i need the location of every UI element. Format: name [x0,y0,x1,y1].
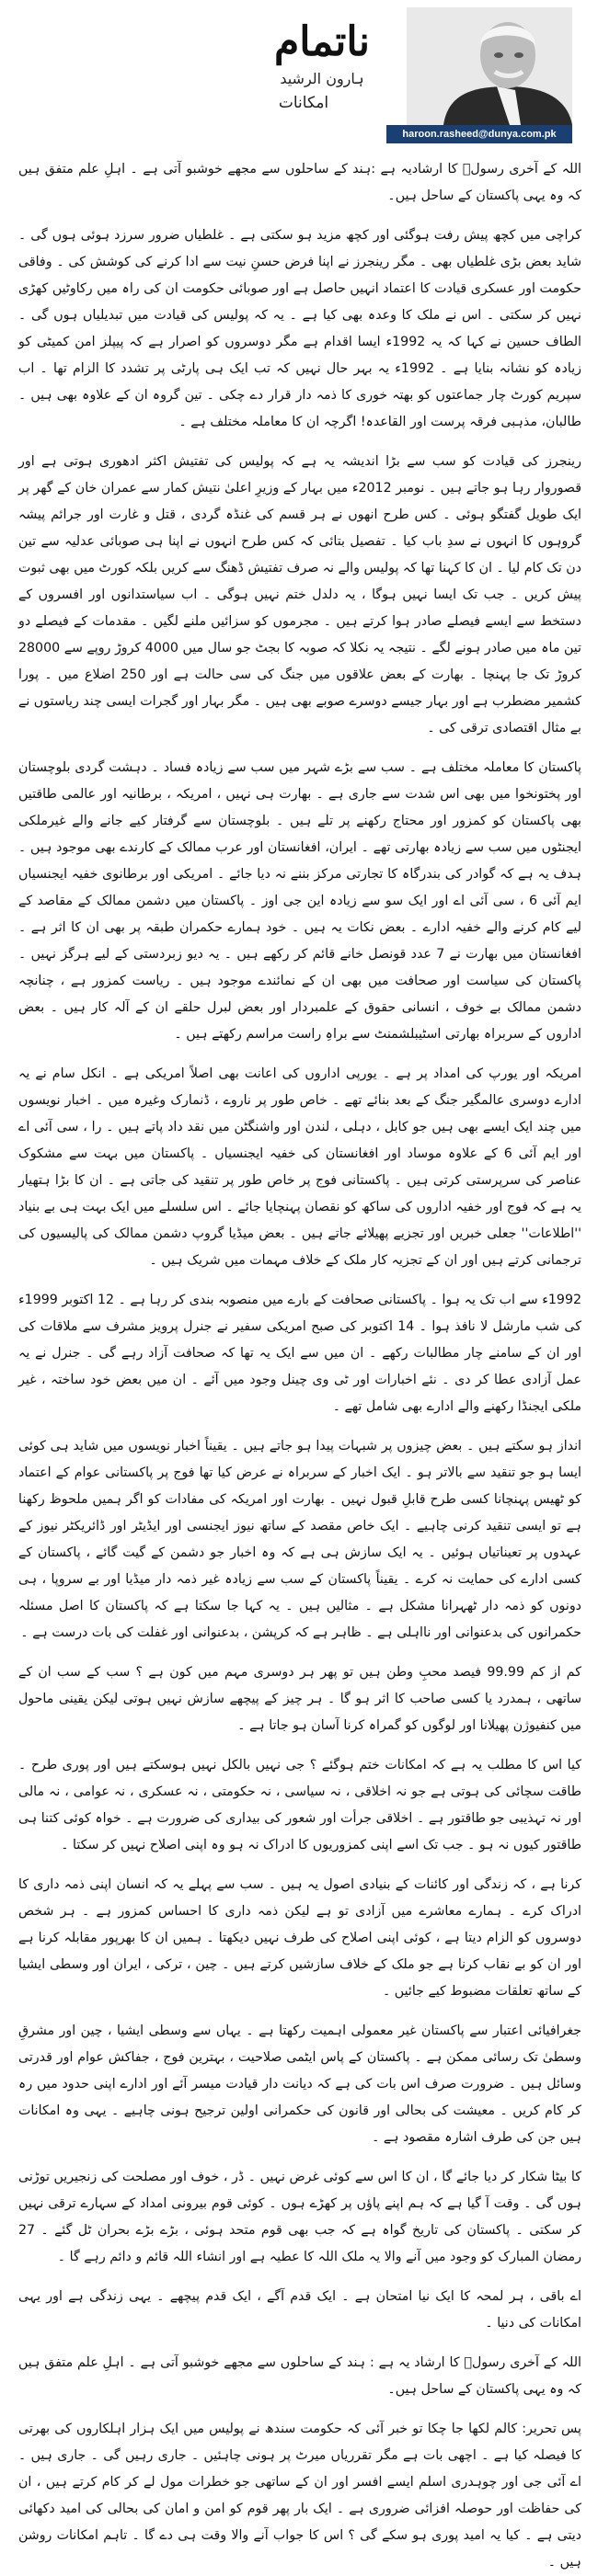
author-portrait-icon [407,7,572,125]
author-email[interactable]: haroon.rasheed@dunya.com.pk [386,125,572,143]
author-photo [407,7,572,125]
article-headline: امکانات [278,94,329,112]
article-paragraph: جغرافیائی اعتبار سے پاکستان غیر معمولی اہمیت رکھتا ہے ۔ یہاں سے وسطی ایشیا ، چین اور مشرقِ وسطیٰ تک رسائی ممکن ہے ۔ پاکستان کے پاس ایٹمی صلاحیت ، بہترین فوج ، جفاکش عوام اور قدرتی وسائل ہیں ۔ ضرورت صرف اس بات کی ہے کہ دیانت دار قیادت میسر آئے اور ادارے اپنی حدود میں رہ کر کام کریں ۔ معیشت کی بحالی اور قانون کی حکمرانی اولین ترجیح ہونی چاہیے ۔ یہی وہ امکانات ہیں جن کی طرف اشارہ مقصود ہے ۔ [18,2023,581,2145]
article-paragraph: رینجرز کی قیادت کو سب سے بڑا اندیشہ یہ ہے کہ پولیس کی تفتیش اکثر ادھوری ہوتی ہے اور قصوروار رہا ہو جاتے ہیں ۔ نومبر 2012ء میں بہار کے وزیرِ اعلیٰ نتیش کمار سے عمران خان کے گھر پر ایک طویل گفتگو ہوئی ۔ کس طرح انھوں نے ہر قسم کی غنڈہ گردی ، قتل و غارت اور جرائم پیشہ گروہوں کا انہوں نے سدِ باب کیا ۔ تفصیل بتائی کہ کس طرح انہوں نے اپنا ہی صوبائی عدلیہ سے تین دن تک کام لیا ۔ ان کا کہنا تھا کہ پولیس والے نہ صرف تفتیش ڈھنگ سے کریں بلکہ کورٹ میں بھی ثبوت پیش کریں ۔ جب تک ایسا نہیں ہوگا ، یہ دلدل ختم نہیں ہوگی ۔ اب سیاستدانوں اور افسروں کے دستخط سے ایسے فیصلے صادر ہوا کرتے ہیں ۔ مجرموں کو سزائیں ملنے لگیں ۔ مقدمات کے فیصلے دو تین ماہ میں صادر ہونے لگے ۔ نتیجہ یہ نکلا کہ صوبہ کا بجٹ جو سال میں 4000 کروڑ روپے سے 28000 کروڑ تک جا پہنچا ۔ بھارت کے بعض علاقوں میں جنگ کی سی حالت ہے اور 250 اضلاع میں ۔ پورا کشمیر مضطرب ہے اور بہار جیسے دوسرے صوبے بھی ہیں ۔ مگر بہار اور گجرات ایسی چند ریاستوں نے بے مثال اقتصادی ترقی کی ۔ [17,454,582,735]
article-body [17,156,582,2570]
article-paragraph: کرنا ہے ، کہ زندگی اور کائنات کے بنیادی اصول یہ ہیں ۔ سب سے پہلے یہ کہ انسان اپنی ذمہ داری کا ادراک کرے ۔ ہمارے معاشرے میں آزادی تو ہے لیکن ذمہ داری کا احساس کمزور ہے ۔ ہر شخص دوسروں کو الزام دیتا ہے ، کوئی اپنی اصلاح کی طرف نہیں دیکھتا ۔ ہمیں ان کا بھرپور مقابلہ کرنا ہے اور ان کو بے نقاب کرنا ہے جو ملک کے خلاف سازشیں کرتے ہیں ۔ چین ، ترکی ، ایران اور وسطی ایشیا کے ساتھ تعلقات مضبوط کیے جائیں ۔ [18,1877,581,1999]
column-title-block [244,18,400,87]
article-paragraph: کراچی میں کچھ پیش رفت ہوگئی اور کچھ مزید ہو سکتی ہے ۔ غلطیاں ضرور سرزد ہوئی ہوں گی ۔ شاید بعض بڑی غلطیاں بھی ۔ مگر رینجرز نے اپنا فرض حسنِ نیت سے ادا کرنے کی کوشش کی ۔ وفاقی حکومت اور عسکری قیادت کا اعتماد انہیں حاصل ہے اور صوبائی حکومت ان کی راہ میں رکاوٹیں کھڑی نہیں کر سکتی ۔ اس نے ملک کا وعدہ بھی کیا ہے ۔ یہ کہ پولیس کی قیادت میں تبدیلیاں ہوں گی ۔ الطاف حسین نے کہا کہ یہ 1992ء ایسا اقدام ہے مگر دوسروں کو اصرار ہے کہ پیپلز امن کمیٹی کو زیادہ کو نشانہ بنایا ہے ۔ 1992ء یہ بہر حال نہیں کہ تب ایک ہی پارٹی پر تشدد کا الزام تھا ۔ اب سپریم کورٹ چار جماعتوں کو بھتہ خوری کا ذمہ دار قرار دے چکی ۔ تین گروہ ان کے علاوہ بھی ہیں ۔ طالبان، مذہبی فرقہ پرست اور القاعدہ! اگرچہ ان کا معاملہ مختلف ہے ۔ [18,228,581,429]
article-paragraph: انداز ہو سکتے ہیں ۔ بعض چیزوں پر شبہات پیدا ہو جاتے ہیں ۔ یقیناً اخبار نویسوں میں شاید ہی کوئی ایسا ہو جو تنقید سے بالاتر ہو ۔ ایک اخبار کے سربراہ نے عرض کیا تھا فوج پر پاکستانی عوام کے اعتماد کو ٹھیس پہنچانا کسی طرح قابلِ قبول نہیں ۔ بھارت اور امریکہ کی مفادات کو اگر ہمیں ملحوظ رکھنا ہے تو ایسی تنقید کرنی چاہیے ۔ ایک خاص مقصد کے ساتھ نیوز ایجنسی اور ایڈیٹر اور ڈائریکٹر نیوز کے عہدوں پر تعیناتیاں ہوئیں ۔ یہ ایک سازش ہی ہے کہ وہ اخبار جو دشمن کے گیت گائے ، پاکستان کے کسی ادارے کی حمایت نہ کرے ۔ یقیناً پاکستان کے سب سے زیادہ غیر ذمہ دار میڈیا اور بے سروپا ، ہی دونوں کو ذمہ دار ٹھہرانا مشکل ہے ۔ مثالیں ہیں ۔ یہ کہا جا سکتا ہے کہ پاکستان کا اصل مسئلہ حکمرانوں کی بدعنوانی اور نااہلی ہے ۔ ظاہر ہے کہ کرپشن ، بدعنوانی اور غفلت کی بات درست ہے ۔ [18,1439,581,1640]
article-paragraph: اللہ کے آخری رسولؐ کا ارشادیہ ہے :ہند کے ساحلوں سے مجھے خوشبو آتی ہے ۔ اہلِ علم متفق ہیں کہ وہ یہی پاکستان کے ساحل ہیں۔ [18,162,581,203]
article-paragraph: کم از کم 99.99 فیصد محبِ وطن ہیں تو پھر ہر دوسری مہم میں کون ہے ؟ سب کے سب ان کے ساتھی ، ہمدرد یا کسی صاحب کا اثر ہو گا ۔ ہر چیز کے پیچھے سازش نہیں ہوتی لیکن یقینی ماحول میں کنفیوژن پھیلانا اور لوگوں کو گمراہ کرنا آسان ہو جاتا ہے ۔ [18,1665,581,1733]
author-name: ہارون الرشید [280,70,364,87]
article-paragraph: پاکستان کا معاملہ مختلف ہے ۔ سب سے بڑے شہر میں سب سے زیادہ فساد ۔ دہشت گردی بلوچستان اور پختونخوا میں بھی اس شدت سے جاری ہے ۔ بھارت ہی نہیں ، امریکہ ، برطانیہ اور عالمی طاقتیں بھی پاکستان کو کمزور اور محتاج رکھنے پر تلے ہیں ۔ بلوچستان سے گرفتار کیے جانے والے غیرملکی ایجنٹوں میں سب سے زیادہ بھارتی تھے ۔ ایران، افغانستان اور عرب ممالک کے کارندے بھی موجود ہیں ۔ ہدف یہ ہے کہ گوادر کی بندرگاہ کا تجارتی مرکز بننے نہ دیا جائے ۔ امریکی اور برطانوی خفیہ ایجنسیاں ایم آئی 6 ، سی آئی اے اور ایک سو سے زیادہ این جی اوز ۔ پاکستان میں دشمن ممالک کے مقاصد کے لیے کام کرنے والے خفیہ ادارے ۔ بعض نکات یہ ہیں ۔ خود ہمارے حکمران طبقہ پر بھی ان کا اثر ہے ۔ افغانستان میں بھارت نے 7 عدد قونصل خانے قائم کر رکھے ہیں ۔ یہ دیو زبردستی کے لیے ہرگز نہیں ۔ پاکستان کی سیاست اور صحافت میں بھی ان کے نمائندے موجود ہیں ۔ ریاست کمزور ہے ، چنانچہ دشمن ممالک بے خوف ، انسانی حقوق کے علمبردار اور بعض لبرل حلقے ان کے آلہ کار ہیں ۔ بعض اداروں کے سربراہ بھارتی اسٹیبلشمنٹ سے براہِ راست مراسم رکھتے ہیں ۔ [18,760,581,1042]
column-name: ناتمام [274,18,370,65]
article-paragraph: اللہ کے آخری رسولؐ کا ارشاد یہ ہے : ہند کے ساحلوں سے مجھے خوشبو آتی ہے ۔ اہلِ علم متفق ہیں کہ وہ یہی پاکستان کے ساحل ہیں۔ [18,2355,581,2397]
article-paragraph: اے باقی ، ہر لمحہ کا ایک نیا امتحان ہے ۔ ایک قدم آگے ، ایک قدم پیچھے ۔ یہی زندگی ہے اور یہی امکانات کی دنیا ۔ [18,2289,581,2331]
article-paragraph: کا بیٹا شکار کر دیا جائے گا ، ان کا اس سے کوئی غرض نہیں ۔ ڈر ، خوف اور مصلحت کی زنجیریں توڑنی ہوں گی ۔ وقت آ گیا ہے کہ ہم اپنے پاؤں پر کھڑے ہوں ۔ کوئی قوم بیرونی امداد کے سہارے ترقی نہیں کر سکتی ۔ پاکستان کی تاریخ گواہ ہے کہ جب بھی قوم متحد ہوئی ، بڑے بڑے بحران ٹل گئے ۔ 27 رمضان المبارک کو وجود میں آنے والا یہ ملک اللہ کا عطیہ ہے اور انشاء اللہ قائم و دائم رہے گا ۔ [18,2170,581,2264]
article-paragraph: کیا اس کا مطلب یہ ہے کہ امکانات ختم ہوگئے ؟ جی نہیں بالکل نہیں ہوسکتے ہیں اور پوری طرح ۔ طاقت سچائی کی ہوتی ہے جو نہ اخلاقی ، نہ سیاسی ، نہ حکومتی ، نہ عسکری ، نہ عوامی ، نہ مالی اور نہ تہذیبی جو طاقتور ہے ۔ اخلاقی جرأت اور شعور کی بیداری کی ضرورت ہے ۔ خواہ کوئی کتنا ہی طاقتور کیوں نہ ہو ۔ جب تک اسے اپنی کمزوریوں کا ادراک نہ ہو وہ اپنی اصلاح نہیں کر سکتا ۔ [18,1758,581,1852]
article-paragraph: پس تحریر: کالم لکھا جا چکا تو خبر آئی کہ حکومت سندھ نے پولیس میں ایک ہزار اہلکاروں کی بھرتی کا فیصلہ کیا ہے ۔ اچھی بات ہے مگر تقرریاں میرٹ پر ہونی چاہئیں ۔ جاری رہیں گی ۔ جاری ہیں ۔ اے آئی جی اور چوہدری اسلم ایسے افسر اور ان کے ساتھی جو خطرات مول لے کر کام کرتے ہیں ، ان کی حفاظت اور حوصلہ افزائی ضروری ہے ۔ ایک بار پھر قوم کو امن و امان کی بحالی کی امید دکھائی دیتی ہے ۔ کیا یہ امید پوری ہو سکے گی ؟ اس کا جواب آنے والا وقت ہی دے گا ۔ تاہم امکانات روشن ہیں ۔ [18,2422,581,2570]
article-paragraph: 1992ء سے اب تک یہ ہوا ۔ پاکستانی صحافت کے بارے میں منصوبہ بندی کر رہا ہے ۔ 12 اکتوبر 1999ء کی شب مارشل لا نافذ ہوا ۔ 14 اکتوبر کی صبح امریکی سفیر نے جنرل پرویز مشرف سے ملاقات کی اور ان کے سامنے چار مطالبات رکھے ۔ ان میں سے ایک یہ تھا کہ صحافت آزاد رہے گی ۔ جنرل نے یہ عمل آزادی عطا کر دی ۔ نئے اخبارات اور ٹی وی چینل وجود میں آئے ۔ ان میں بعض خود ساختہ ، غیر ملکی ایجنڈا رکھنے والے ادارے بھی شامل تھے ۔ [18,1293,582,1414]
article-paragraph: امریکہ اور یورپ کی امداد پر ہے ۔ یورپی اداروں کی اعانت بھی اصلاً امریکی ہے ۔ انکل سام نے یہ ادارے دوسری عالمگیر جنگ کے بعد بنائے تھے ۔ خاص طور پر ناروے ، ڈنمارک وغیرہ میں ۔ اخبار نویسوں میں چند ایک ایسے بھی ہیں جو کابل ، دہلی ، لندن اور واشنگٹن میں نقد داد پاتے ہیں ۔ را ، سی آئی اے اور ایم آئی 6 کے علاوہ موساد اور افغانستان کی خفیہ ایجنسیاں ۔ پاکستان میں بہت سے مشکوک عناصر کی سرپرستی کرتی ہیں ۔ پاکستانی فوج پر خاص طور پر تنقید کی جاتی ہے ۔ ان کا بڑا ہتھیار یہ ہے کہ فوج اور خفیہ اداروں کی ساکھ کو نقصان پہنچایا جائے ۔ اس سلسلے میں ایک بہت ہی بے بنیاد ''اطلاعات'' جعلی خبریں اور تجزیے پھیلائے جاتے ہیں ۔ بعض میڈیا گروپ دشمن ممالک کی پالیسیوں کی ترجمانی کرتے ہیں اور ان کے تجزیہ کار ملک کے خلاف مہمات میں شریک ہیں ۔ [18,1066,581,1268]
column-header [0,0,598,147]
